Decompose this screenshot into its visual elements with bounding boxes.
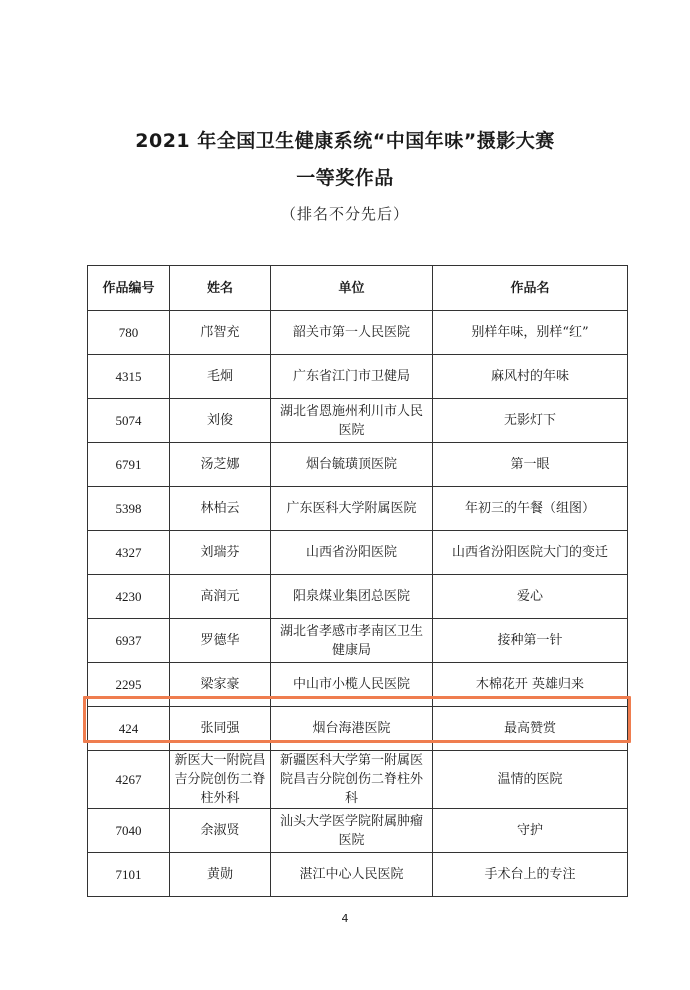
table-row xyxy=(88,809,628,853)
cell-name: 新医大一附院昌吉分院创伤二脊柱外科 xyxy=(170,751,271,809)
table-row xyxy=(88,311,628,355)
cell-work-title: 年初三的午餐（组图） xyxy=(433,487,628,531)
cell-work-title: 手术台上的专注 xyxy=(433,853,628,897)
cell-work-title: 最高赞赏 xyxy=(433,707,628,751)
cell-name: 罗德华 xyxy=(170,619,271,663)
table-row xyxy=(88,531,628,575)
cell-unit: 湛江中心人民医院 xyxy=(271,853,433,897)
cell-name: 刘瑞芬 xyxy=(170,531,271,575)
cell-unit: 烟台海港医院 xyxy=(271,707,433,751)
cell-work-id: 780 xyxy=(88,311,170,355)
cell-work-id: 4230 xyxy=(88,575,170,619)
document-subtitle-award: 一等奖作品 xyxy=(296,167,394,189)
header-name: 姓名 xyxy=(170,266,271,311)
cell-work-title: 山西省汾阳医院大门的变迁 xyxy=(433,531,628,575)
cell-unit: 山西省汾阳医院 xyxy=(271,531,433,575)
cell-name: 高润元 xyxy=(170,575,271,619)
cell-work-id: 7101 xyxy=(88,853,170,897)
cell-work-title: 麻风村的年味 xyxy=(433,355,628,399)
cell-work-title: 无影灯下 xyxy=(433,399,628,443)
cell-unit: 汕头大学医学院附属肿瘤医院 xyxy=(271,809,433,853)
cell-name: 林柏云 xyxy=(170,487,271,531)
table-row xyxy=(88,399,628,443)
table-row xyxy=(88,663,628,707)
cell-work-id: 424 xyxy=(88,707,170,751)
document-title: 2021 年全国卫生健康系统“中国年味”摄影大赛 xyxy=(135,130,555,152)
table-row xyxy=(88,487,628,531)
cell-name: 张同强 xyxy=(170,707,271,751)
cell-work-id: 4327 xyxy=(88,531,170,575)
table-row xyxy=(88,619,628,663)
cell-work-title: 第一眼 xyxy=(433,443,628,487)
cell-work-id: 2295 xyxy=(88,663,170,707)
table-row xyxy=(88,751,628,809)
cell-work-id: 6937 xyxy=(88,619,170,663)
cell-unit: 广东医科大学附属医院 xyxy=(271,487,433,531)
cell-work-title: 温情的医院 xyxy=(433,751,628,809)
cell-work-title: 守护 xyxy=(433,809,628,853)
cell-work-id: 4267 xyxy=(88,751,170,809)
header-work-title: 作品名 xyxy=(433,266,628,311)
cell-unit: 韶关市第一人民医院 xyxy=(271,311,433,355)
table-row xyxy=(88,443,628,487)
cell-name: 汤芝娜 xyxy=(170,443,271,487)
cell-work-title: 接种第一针 xyxy=(433,619,628,663)
table-header-row xyxy=(88,266,628,311)
cell-unit: 新疆医科大学第一附属医院昌吉分院创伤二脊柱外科 xyxy=(271,751,433,809)
cell-work-id: 7040 xyxy=(88,809,170,853)
cell-unit: 湖北省孝感市孝南区卫生健康局 xyxy=(271,619,433,663)
cell-unit: 广东省江门市卫健局 xyxy=(271,355,433,399)
cell-work-id: 5398 xyxy=(88,487,170,531)
winners-table xyxy=(87,265,628,897)
cell-work-title: 别样年味，别样“红” xyxy=(433,311,628,355)
cell-name: 余淑贤 xyxy=(170,809,271,853)
cell-unit: 阳泉煤业集团总医院 xyxy=(271,575,433,619)
cell-name: 毛炯 xyxy=(170,355,271,399)
table-row xyxy=(88,355,628,399)
cell-unit: 湖北省恩施州利川市人民医院 xyxy=(271,399,433,443)
table-row xyxy=(88,853,628,897)
cell-unit: 烟台毓璜顶医院 xyxy=(271,443,433,487)
table-row xyxy=(88,575,628,619)
cell-work-title: 爱心 xyxy=(433,575,628,619)
page-number: 4 xyxy=(341,912,349,925)
cell-work-id: 6791 xyxy=(88,443,170,487)
header-unit: 单位 xyxy=(271,266,433,311)
cell-name: 梁家豪 xyxy=(170,663,271,707)
cell-unit: 中山市小榄人民医院 xyxy=(271,663,433,707)
cell-name: 黄勋 xyxy=(170,853,271,897)
header-work-id: 作品编号 xyxy=(88,266,170,311)
cell-work-title: 木棉花开 英雄归来 xyxy=(433,663,628,707)
cell-name: 刘俊 xyxy=(170,399,271,443)
cell-work-id: 4315 xyxy=(88,355,170,399)
ranking-note: （排名不分先后） xyxy=(280,205,409,223)
cell-name: 邝智充 xyxy=(170,311,271,355)
cell-work-id: 5074 xyxy=(88,399,170,443)
table-row-highlighted xyxy=(88,707,628,751)
